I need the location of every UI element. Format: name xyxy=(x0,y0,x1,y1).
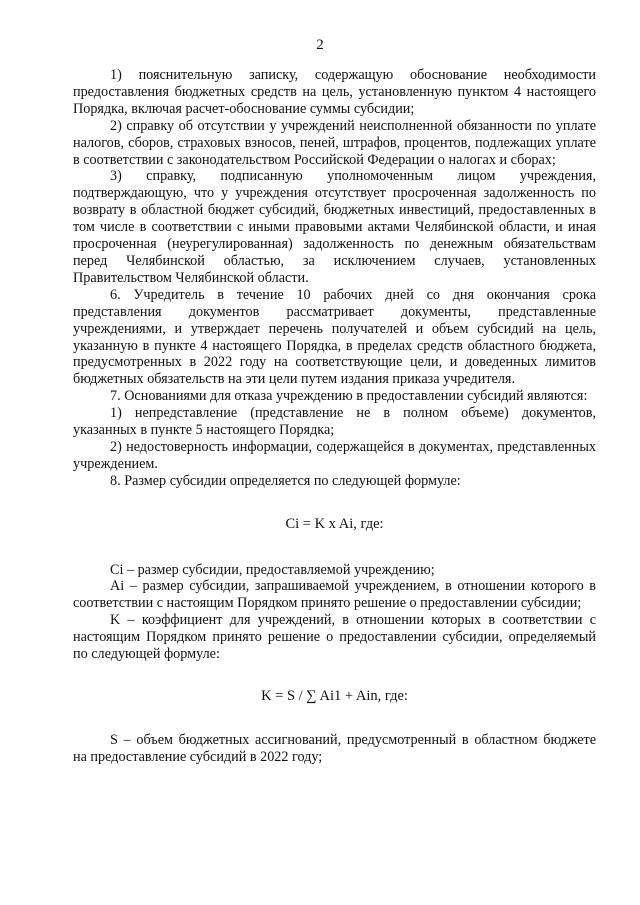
formula-subsidy: Ci = K x Ai, где: xyxy=(285,515,384,532)
paragraph-item-2-tax-certificate: 2) справку об отсутствии у учреждений неисполненной обязанности по уплате налогов, сборов, страховых взносов, пеней, штрафов, процентов, подлежащих уплате в соответствии с законодательством Российской Федерации о налогах и сборах; xyxy=(73,117,596,168)
paragraph-6-founder-review: 6. Учредитель в течение 10 рабочих дней со дня окончания срока представления документов рассматривает документы, представленные учреждениями, и утверждает перечень получателей и объем субсидий на цель, указанную в пункте 4 настоящего Порядка, в пределах средств областного бюджета, предусмотренных в 2022 году на соответствующие цели, и доведенных лимитов бюджетных обязательств на эти цели путем издания приказа учредителя. xyxy=(73,286,596,388)
page-number: 2 xyxy=(316,37,324,53)
document-body xyxy=(73,67,596,766)
paragraph-refusal-2: 2) недостоверность информации, содержащейся в документах, представленных учреждением. xyxy=(73,438,596,472)
paragraph-item-3-debt-certificate: 3) справку, подписанную уполномоченным лицом учреждения, подтверждающую, что у учреждения отсутствует просроченная задолженность по возврату в областной бюджет субсидий, бюджетных инвестиций, предоставленных в том числе в соответствии с иными правовыми актами Челябинской области, и иная просроченная (неурегулированная) задолженность по денежным обязательствам перед Челябинской областью, за исключением случаев, установленных Правительством Челябинской области. xyxy=(73,168,596,286)
paragraph-8-subsidy-size: 8. Размер субсидии определяется по следующей формуле: xyxy=(110,472,461,489)
formula-coefficient: K = S / ∑ Ai1 + Ain, где: xyxy=(261,688,408,704)
definition-ai: Ai – размер субсидии, запрашиваемой учреждением, в отношении которого в соответствии с настоящим Порядком принято решение о предоставлении субсидии; xyxy=(73,578,596,612)
definition-ci: Ci – размер субсидии, предоставляемой учреждению; xyxy=(110,561,435,578)
paragraph-item-1-explanatory-note: 1) пояснительную записку, содержащую обоснование необходимости предоставления бюджетных средств на цель, установленную пунктом 4 настоящего Порядка, включая расчет-обоснование суммы субсидии; xyxy=(73,67,596,117)
definition-k: K – коэффициент для учреждений, в отношении которых в соответствии с настоящим Порядком принято решение о предоставлении субсидии, определяемый по следующей формуле: xyxy=(73,612,596,663)
paragraph-7-refusal-grounds: 7. Основаниями для отказа учреждению в предоставлении субсидий являются: xyxy=(110,388,588,405)
paragraph-refusal-1: 1) непредставление (представление не в полном объеме) документов, указанных в пункте 5 настоящего Порядка; xyxy=(73,405,596,439)
definition-s: S – объем бюджетных ассигнований, предусмотренный в областном бюджете на предоставление субсидий в 2022 году; xyxy=(73,731,596,765)
